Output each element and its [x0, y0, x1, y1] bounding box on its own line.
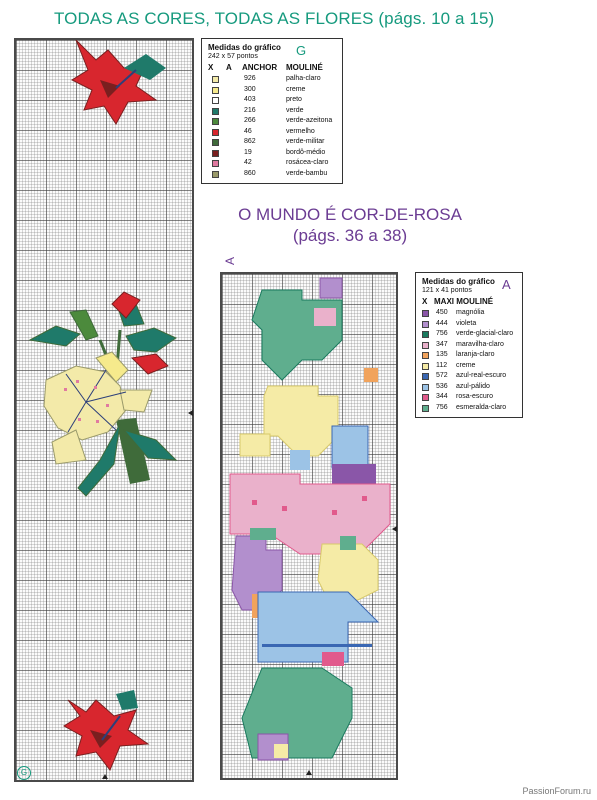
chart-g-motifs [16, 40, 192, 780]
title-todas-as-cores: TODAS AS CORES, TODAS AS FLORES (págs. 10 a 15) [54, 9, 495, 28]
legend-g-thread-number: 216 [244, 106, 256, 114]
legend-a-swatch [422, 363, 429, 370]
legend-g-thread-number: 42 [244, 159, 252, 166]
legend-g-thread-number: 46 [244, 127, 252, 135]
legend-g-swatch [212, 139, 219, 146]
legend-g-color-name: creme [286, 85, 306, 93]
legend-a-swatch [422, 310, 429, 317]
legend-a-thread-number: 444 [436, 319, 448, 327]
legend-g-thread-number: 862 [244, 138, 256, 145]
legend-g-swatch [212, 160, 219, 167]
legend-a-color-name: rosa-escuro [456, 393, 493, 400]
legend-a-color-name: violeta [456, 319, 477, 327]
legend-a-color-name: azul-real-escuro [456, 372, 507, 379]
legend-a-col-brand: MAXI MOULINÉ [434, 297, 494, 306]
legend-g-thread-number: 300 [244, 85, 256, 93]
center-marker-right-a [392, 526, 397, 532]
legend-g-color-name: verde-azeitona [286, 117, 333, 124]
legend-g-color-name: verde [286, 106, 304, 114]
legend-a-title: Medidas do gráfico [422, 277, 495, 286]
legend-a-color-name: maravilha-claro [456, 340, 504, 348]
legend-a-thread-number: 135 [436, 351, 448, 358]
legend-g-swatch [212, 129, 219, 136]
legend-g-thread-number: 860 [244, 169, 256, 177]
chart-g-lily-bookmark [14, 38, 194, 782]
legend-g-title: Medidas do gráfico [208, 43, 281, 52]
chart-g-label: G [17, 766, 31, 780]
center-marker-right [188, 410, 193, 416]
chart-a-corner-label: A [223, 256, 238, 266]
legend-a-swatch [422, 321, 429, 328]
chart-a-motifs [222, 274, 396, 778]
legend-a-swatch [422, 394, 429, 401]
legend-g-swatch [212, 108, 219, 115]
legend-a-color-name: creme [456, 361, 476, 369]
legend-a-color-name: magnólia [456, 309, 485, 316]
legend-g-swatch [212, 87, 219, 94]
legend-a-color-name: laranja-claro [456, 351, 495, 358]
legend-a-thread-number: 572 [436, 372, 448, 379]
legend-g-color-name: vermelho [286, 127, 315, 135]
legend-a-color-name: esmeralda-claro [456, 403, 507, 411]
red-lily-bottom [64, 690, 148, 770]
legend-a-thread-number: 536 [436, 382, 448, 390]
legend-g-color-name: palha-claro [286, 75, 321, 82]
legend-a [415, 272, 523, 418]
legend-a-thread-number: 450 [436, 309, 448, 316]
legend-g-thread-number: 403 [244, 96, 256, 103]
legend-g-thread-number: 19 [244, 148, 252, 156]
legend-a-color-name: azul-pálido [456, 382, 490, 390]
heart-green-top [252, 278, 342, 380]
red-lily-top [72, 40, 166, 124]
legend-g-swatch [212, 97, 219, 104]
legend-g-swatch [212, 150, 219, 157]
legend-a-thread-number: 347 [436, 340, 448, 348]
legend-a-swatch [422, 373, 429, 380]
legend-a-size: 121 x 41 pontos [422, 287, 472, 294]
center-marker-bottom [102, 774, 108, 779]
legend-g-col-brand: ANCHOR [242, 63, 278, 72]
legend-a-swatch [422, 352, 429, 359]
title-mundo-cor-de-rosa: O MUNDO É COR-DE-ROSA [238, 205, 462, 224]
legend-a-swatch [422, 405, 429, 412]
legend-g-swatch [212, 118, 219, 125]
legend-g-swatch [212, 171, 219, 178]
legend-a-letter: A [502, 277, 511, 292]
legend-a-color-name: verde-glacial-claro [456, 330, 514, 337]
legend-a-swatch [422, 331, 429, 338]
legend-g-size: 242 x 57 pontos [208, 53, 258, 60]
legend-a-swatch [422, 384, 429, 391]
legend-g-color-name: bordô-médio [286, 148, 326, 156]
center-marker-bottom-a [306, 770, 312, 775]
legend-a-thread-number: 756 [436, 403, 448, 411]
legend-a-swatch [422, 342, 429, 349]
heart-green-bottom [242, 668, 352, 760]
chart-a-hearts-bookmark [220, 272, 398, 780]
legend-g-color-name: rosácea-claro [286, 159, 329, 166]
legend-g-letter: G [296, 43, 307, 58]
legend-g-thread-number: 926 [244, 75, 256, 82]
legend-g-col-a: A [226, 63, 232, 72]
subtitle-mundo-pages: (págs. 36 a 38) [292, 226, 408, 245]
legend-g-color-name: verde-militar [286, 138, 325, 145]
legend-a-thread-number: 112 [436, 361, 448, 369]
legend-a-thread-number: 344 [436, 393, 448, 400]
legend-g-col-x: X [208, 63, 214, 72]
legend-a-col-x: X [422, 297, 428, 306]
legend-a-thread-number: 756 [436, 330, 448, 337]
heart-blue-lower [258, 592, 378, 666]
legend-g-thread-number: 266 [244, 117, 256, 124]
legend-g-swatch [212, 76, 219, 83]
watermark: PassionForum.ru [522, 786, 591, 796]
legend-g [201, 38, 343, 184]
legend-g-col-line: MOULINÉ [286, 63, 323, 72]
legend-g-color-name: preto [286, 96, 302, 103]
legend-g-color-name: verde-bambu [286, 169, 328, 177]
